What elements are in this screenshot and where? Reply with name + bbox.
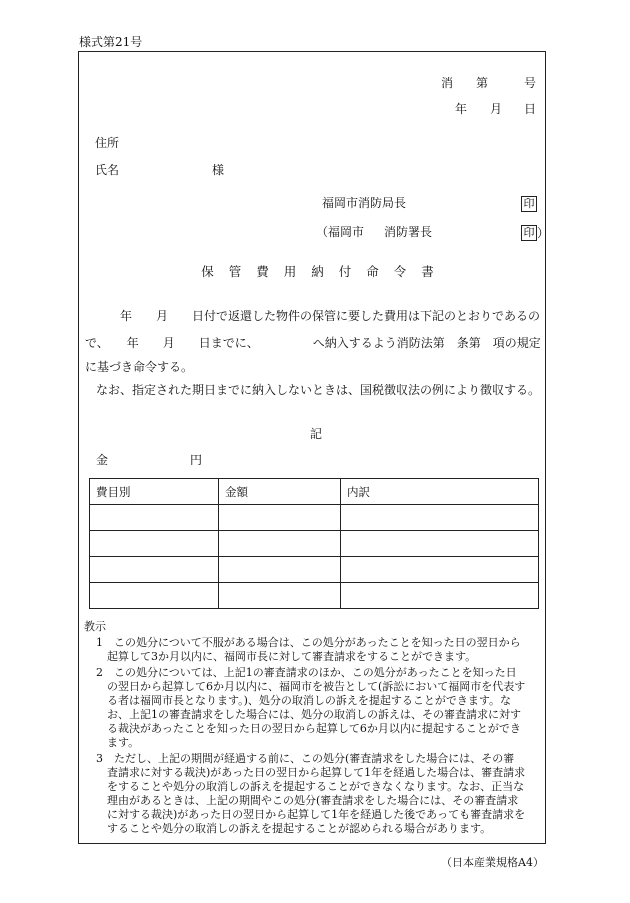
header-go: 号 (524, 76, 537, 90)
table-row (90, 531, 539, 557)
table-cell (341, 557, 539, 583)
kyoji-item2-line3: る者は福岡市長となります。)、処分の取消しの訴えを提起することができます。な (107, 694, 512, 707)
table-cell (219, 557, 341, 583)
issuer-fire-bureau-chief: 福岡市消防局長 (322, 196, 407, 210)
header-day: 日 (524, 102, 537, 116)
kyoji-item3-line3: をすることや処分の取消しの訴えを提起することができなくなります。なお、正当な (107, 780, 525, 793)
seal-mark-1 (521, 193, 537, 212)
seal-close-paren: ） (537, 226, 550, 240)
kyoji-item3-line5: に対する裁決)があった日の翌日から起算して1年を経過した後であっても審査請求を (107, 808, 526, 821)
kyoji-item2-line6: ます。 (107, 736, 140, 749)
name-label: 氏名 (95, 163, 120, 177)
table-header-cell: 費目別 (90, 479, 219, 505)
header-month: 月 (490, 102, 503, 116)
table-cell (90, 557, 219, 583)
kyoji-item3-line4: 理由があるときは、上記の期間やこの処分(審査請求をした場合には、その審査請求 (107, 794, 519, 807)
table-cell (90, 505, 219, 531)
table-cell (219, 505, 341, 531)
seal-icon: 印 (521, 196, 537, 212)
table-cell (341, 583, 539, 609)
table-cell (219, 531, 341, 557)
header-year: 年 (455, 102, 468, 116)
header-dai: 第 (476, 76, 489, 90)
kyoji-item2-line1: 2 この処分については、上記1の審査請求のほか、この処分があったことを知った日 (96, 666, 517, 679)
yen-label: 円 (190, 453, 203, 467)
issuer-station-chief: 消防署長 (384, 225, 433, 239)
table-header-cell: 金額 (219, 479, 341, 505)
paper-size-note: （日本産業規格A4） (441, 856, 544, 869)
document-title: 保管費用納付命令書 (201, 264, 449, 279)
form-number: 様式第21号 (79, 35, 143, 49)
seal-icon: 印 (521, 225, 537, 241)
table-cell (341, 531, 539, 557)
cost-table (89, 478, 539, 609)
body-line-4: なお、指定された期日までに納入しないときは、国税徴収法の例により徴収する。 (96, 383, 541, 397)
body-line-2: で、 年 月 日までに、 へ納入するよう消防法第 条第 項の規定 (85, 336, 541, 350)
kyoji-item3-line6: することや処分の取消しの訴えを提起することが認められる場合があります。 (107, 822, 492, 835)
kyoji-item2-line5: る裁決があったことを知った日の翌日から起算して6か月以内に提起することができ (107, 722, 521, 735)
ki-heading: 記 (310, 427, 323, 441)
table-cell (219, 583, 341, 609)
table-header-row (90, 479, 539, 505)
table-row (90, 557, 539, 583)
kyoji-item2-line4: お、上記1の審査請求をした場合には、処分の取消しの訴えは、その審査請求に対す (107, 708, 521, 721)
kyoji-item1-line2: 起算して3か月以内に、福岡市長に対して審査請求をすることができます。 (107, 650, 477, 663)
address-label: 住所 (95, 136, 120, 150)
table-row (90, 583, 539, 609)
kyoji-item2-line2: の翌日から起算して6か月以内に、福岡市を被告として(訴訟において福岡市を代表す (107, 680, 526, 693)
sama-label: 様 (212, 163, 225, 177)
amount-label: 金 (96, 453, 109, 467)
table-row (90, 505, 539, 531)
body-line-3: に基づき命令する。 (85, 360, 194, 374)
kyoji-label: 教示 (84, 620, 106, 633)
table-cell (341, 505, 539, 531)
table-cell (90, 531, 219, 557)
header-sho: 消 (441, 76, 454, 90)
table-header-cell: 内訳 (341, 479, 539, 505)
issuer-city: （福岡市 (316, 225, 365, 239)
seal-mark-2 (521, 222, 549, 241)
kyoji-item3-line1: 3 ただし、上記の期間が経過する前に、この処分(審査請求をした場合には、その審 (96, 752, 515, 765)
kyoji-item1-line1: 1 この処分について不服がある場合は、この処分があったことを知った日の翌日から (96, 636, 521, 649)
kyoji-item3-line2: 査請求に対する裁決)があった日の翌日から起算して1年を経過した場合は、審査請求 (107, 766, 526, 779)
body-line-1: 年 月 日付で返還した物件の保管に要した費用は下記のとおりであるの (120, 309, 541, 323)
table-cell (90, 583, 219, 609)
